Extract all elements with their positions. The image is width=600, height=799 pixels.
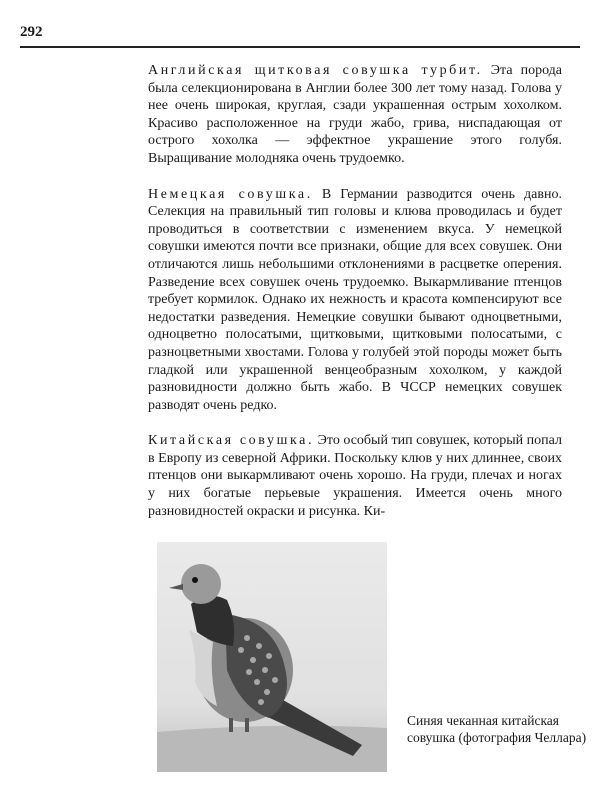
pigeon-photo <box>157 542 387 772</box>
pigeon-illustration <box>157 542 387 772</box>
paragraph-chinese-owl <box>148 432 562 520</box>
paragraph-german-owl <box>148 186 562 415</box>
body-chinese-owl: Это особый тип совушек, который попал в Европу из северной Африки. Поскольку клюв у них длиннее, своих птенцов они выкармливают очень хорошо. На груди, плечах и ногах у них богатые перьевые украшения. Имеется очень много разновидностей окраски и рисунка. Ки- <box>148 433 562 519</box>
text-column <box>148 62 562 538</box>
heading-german-owl: Немецкая совушка. <box>148 186 313 202</box>
heading-english-owl: Английская щитковая совушка турбит. <box>148 63 483 78</box>
photo-caption: Синяя чеканная китайская совушка (фотография Челлара) <box>407 713 587 745</box>
body-english-owl: Эта порода была селекционирована в Англии более 300 лет тому назад. Голова у нее очень широкая, круглая, сзади украшенная острым хохолком. Красиво расположенное на груди жабо, грива, ниспадающая от острого хохолка — эффектное украшение этого голубя. Выращивание молодняка очень трудоемко. <box>148 63 562 166</box>
page-number: 292 <box>20 24 43 40</box>
body-german-owl: В Германии разводится очень давно. Селекция на правильный тип головы и клюва проводилась и будет проводиться в соответствии с изменением вкуса. У немецкой совушки имеются почти все признаки, общие для всех совушек. Они отличаются лишь небольшими отклонениями в расцветке оперения. Разведение всех совушек очень трудоемко. Выкармливание птенцов требует кормилок. Однако их нежность и красота компенсируют все недостатки разведения. Немецкие совушки бывают одноцветными, одноцветно полосатыми, щитковыми, щитковыми полосатыми, с разноцветными хвостами. Голова у голубей этой породы может быть гладкой или украшенной венцеобразным хохолком, у каждой разновидности должно быть жабо. В ЧССР немецких совушек разводят очень редко. <box>148 186 562 413</box>
heading-chinese-owl: Китайская совушка. <box>148 433 315 449</box>
paragraph-english-owl <box>148 62 562 168</box>
header-rule <box>20 46 580 48</box>
